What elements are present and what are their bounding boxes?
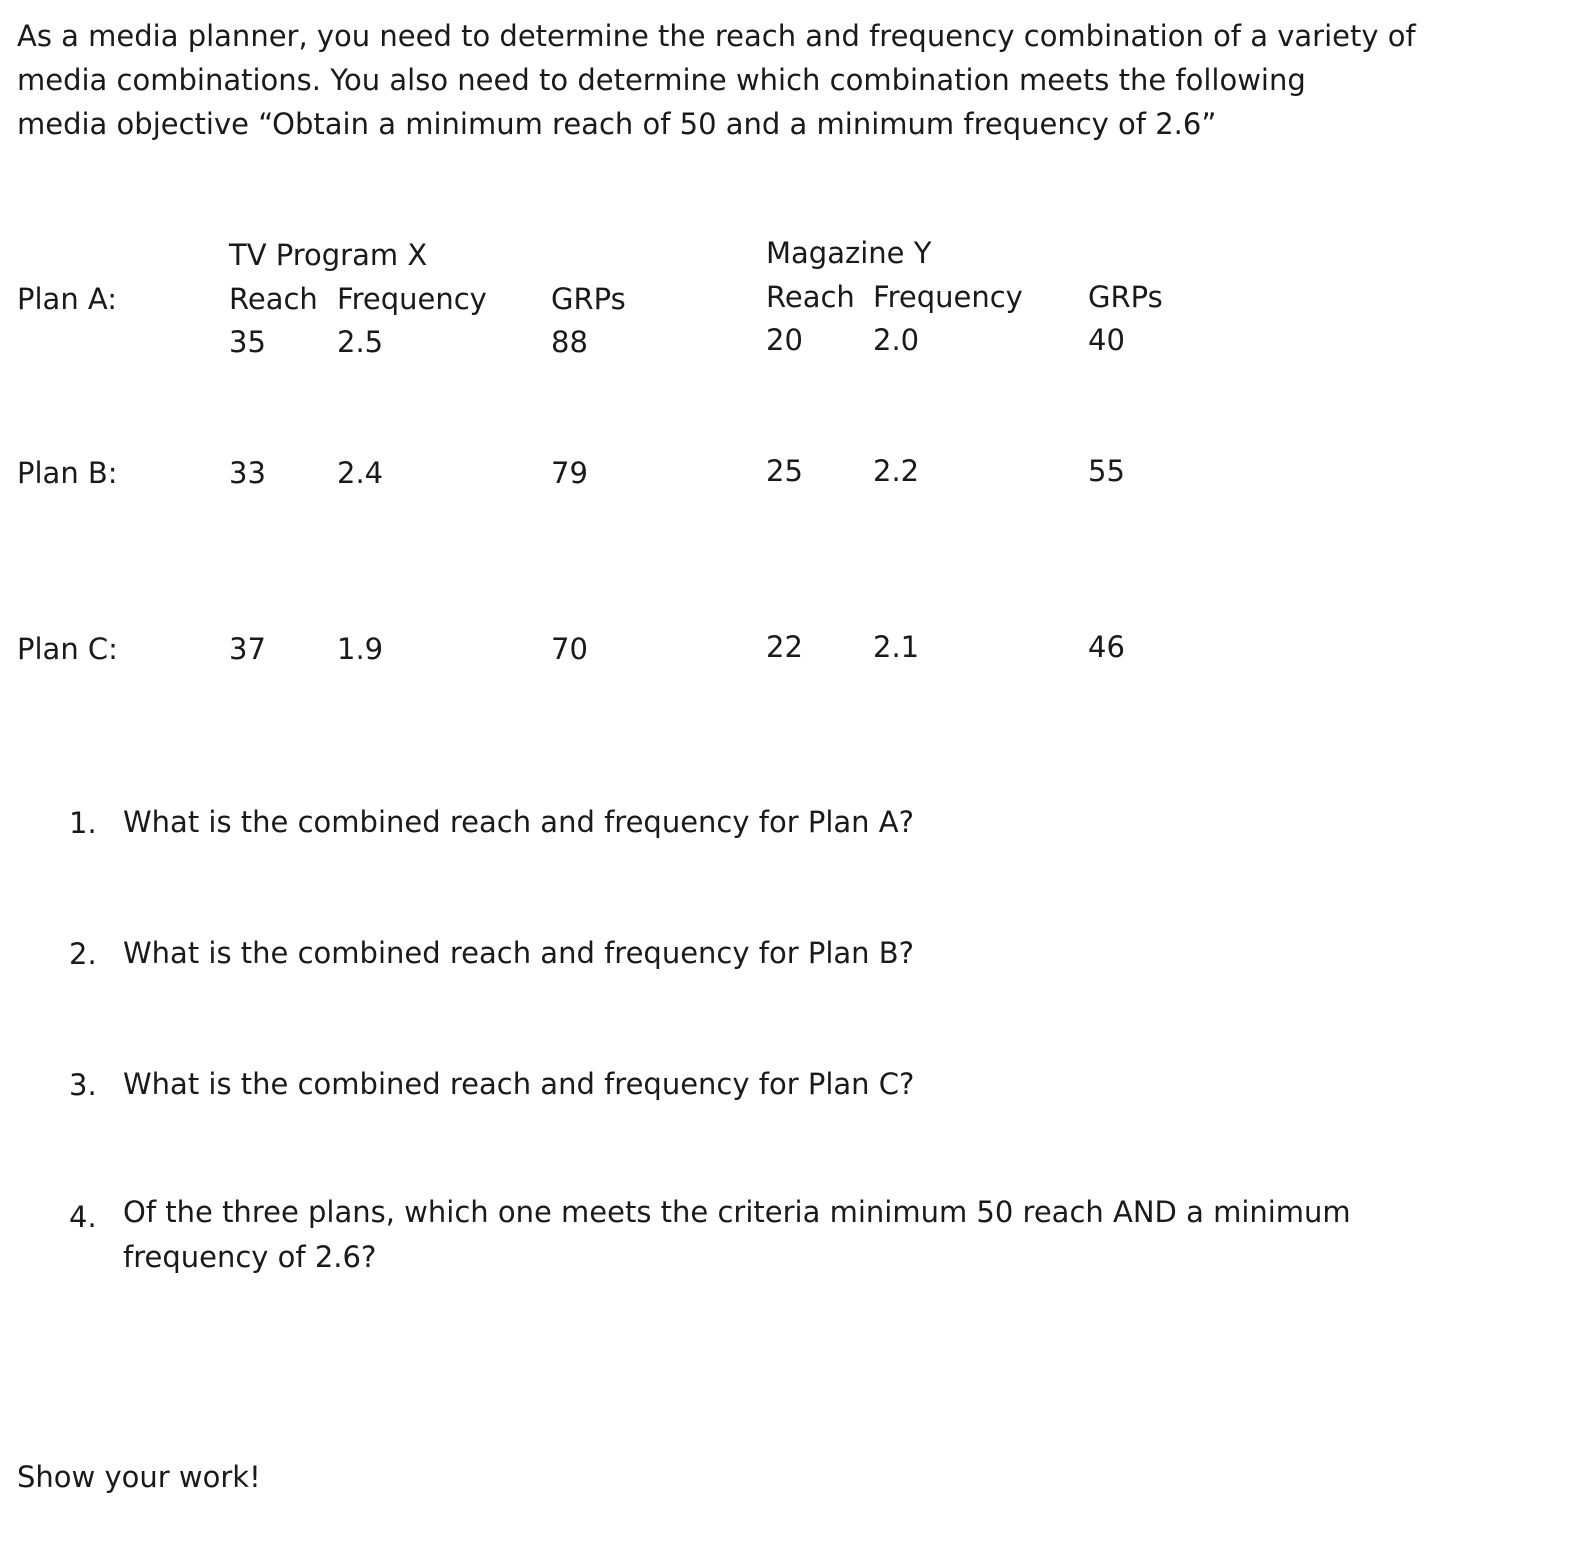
table-cell: 2.4 (337, 456, 384, 490)
table-cell: 37 (229, 632, 266, 666)
table-cell: 2.5 (337, 325, 384, 359)
tv-program-title: TV Program X (229, 238, 428, 272)
intro-line: As a media planner, you need to determine the reach and frequency combination of a variety of (17, 19, 1416, 53)
intro-line: media objective “Obtain a minimum reach of 50 and a minimum frequency of 2.6” (17, 107, 1217, 141)
table-cell: 40 (1088, 323, 1125, 357)
column-header-reach: Reach (766, 280, 855, 314)
table-cell: 33 (229, 456, 266, 490)
intro-line: media combinations. You also need to determine which combination meets the following (17, 63, 1306, 97)
table-cell: 20 (766, 323, 803, 357)
table-cell: 46 (1088, 630, 1125, 664)
table-cell: 35 (229, 325, 266, 359)
plan-label: Plan B: (17, 456, 118, 490)
table-cell: 55 (1088, 454, 1125, 488)
column-header-reach: Reach (229, 282, 318, 316)
table-cell: 88 (551, 325, 588, 359)
column-header-grps: GRPs (1088, 280, 1163, 314)
question-number: 3. (69, 1068, 97, 1102)
column-header-grps: GRPs (551, 282, 626, 316)
question-text: Of the three plans, which one meets the criteria minimum 50 reach AND a minimum frequency of 2.6? (123, 1195, 1351, 1274)
column-header-frequency: Frequency (873, 280, 1023, 314)
table-cell: 79 (551, 456, 588, 490)
show-work-instruction: Show your work! (17, 1460, 261, 1494)
table-cell: 2.1 (873, 630, 920, 664)
table-cell: 25 (766, 454, 803, 488)
question-number: 2. (69, 937, 97, 971)
column-header-frequency: Frequency (337, 282, 487, 316)
question-number: 1. (69, 806, 97, 840)
plan-label: Plan C: (17, 632, 118, 666)
table-cell: 1.9 (337, 632, 384, 666)
table-cell: 70 (551, 632, 588, 666)
question-text: What is the combined reach and frequency for Plan B? (123, 936, 915, 970)
table-cell: 22 (766, 630, 803, 664)
question-number: 4. (69, 1200, 97, 1234)
plan-label: Plan A: (17, 282, 118, 316)
question-text: What is the combined reach and frequency for Plan A? (123, 805, 914, 839)
intro-paragraph (17, 14, 1467, 146)
table-cell: 2.0 (873, 323, 920, 357)
table-cell: 2.2 (873, 454, 920, 488)
magazine-title: Magazine Y (766, 236, 932, 270)
question-text: What is the combined reach and frequency for Plan C? (123, 1067, 915, 1101)
